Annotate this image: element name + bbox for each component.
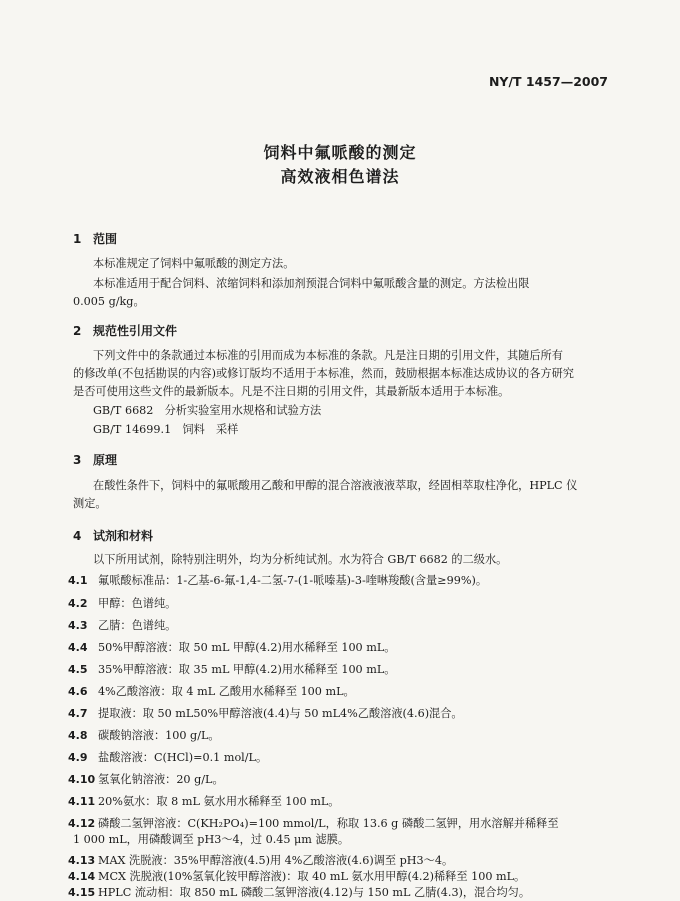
reagent-item <box>68 595 176 611</box>
paragraph: 本标准适用于配合饲料、浓缩饲料和添加剂预混合饲料中氟哌酸含量的测定。方法检出限 <box>93 277 530 290</box>
document-subtitle: 高效液相色谱法 <box>280 167 400 186</box>
item-text: 氢氧化钠溶液：20 g/L。 <box>98 773 224 786</box>
item-text: MCX 洗脱液(10%氢氧化铵甲醇溶液)：取 40 mL 氨水用甲醇(4.2)稀释至 100 mL。 <box>98 870 526 883</box>
reagent-item <box>68 572 487 588</box>
item-continuation: 1 000 mL，用磷酸调至 pH3～4，过 0.45 μm 滤膜。 <box>73 833 350 846</box>
item-number: 4.2 <box>68 597 88 610</box>
reagent-item <box>68 815 559 831</box>
document-title: 饲料中氟哌酸的测定 <box>263 143 417 162</box>
item-number: 4.5 <box>68 663 88 676</box>
reagent-item <box>68 639 395 655</box>
item-text: 35%甲醇溶液：取 35 mL 甲醇(4.2)用水稀释至 100 mL。 <box>98 663 396 676</box>
paragraph: 测定。 <box>73 497 107 510</box>
section-number: 2 <box>73 324 82 338</box>
section-heading-references <box>73 322 177 339</box>
item-text: HPLC 流动相：取 850 mL 磷酸二氢钾溶液(4.12)与 150 mL 乙腈(4.3)，混合均匀。 <box>98 886 531 899</box>
item-number: 4.8 <box>68 729 88 742</box>
item-text: 盐酸溶液：C(HCl)=0.1 mol/L。 <box>98 751 268 764</box>
item-text: 20%氨水：取 8 mL 氨水用水稀释至 100 mL。 <box>98 795 340 808</box>
item-number: 4.15 <box>68 886 96 899</box>
section-heading-principle <box>73 451 117 468</box>
section-title: 试剂和材料 <box>93 529 154 543</box>
section-number: 4 <box>73 529 82 543</box>
item-number: 4.1 <box>68 574 88 587</box>
paragraph: 以下所用试剂，除特别注明外，均为分析纯试剂。水为符合 GB/T 6682 的二级水。 <box>93 553 508 566</box>
item-number: 4.12 <box>68 817 96 830</box>
item-text: 乙腈：色谱纯。 <box>98 619 177 632</box>
section-number: 3 <box>73 453 82 467</box>
item-text: 氟哌酸标准品：1-乙基-6-氟-1,4-二氢-7-(1-哌嗪基)-3-喹啉羧酸(含量≥99%)。 <box>98 574 488 587</box>
item-number: 4.13 <box>68 854 96 867</box>
reagent-item <box>68 852 453 868</box>
paragraph: 下列文件中的条款通过本标准的引用而成为本标准的条款。凡是注日期的引用文件，其随后所有 <box>93 349 563 362</box>
reagent-item <box>68 771 224 787</box>
reference-entry: GB/T 6682 分析实验室用水规格和试验方法 <box>93 404 322 417</box>
item-number: 4.10 <box>68 773 96 786</box>
reagent-item <box>68 793 339 809</box>
item-number: 4.9 <box>68 751 88 764</box>
item-text: 甲醇：色谱纯。 <box>98 597 177 610</box>
reagent-item <box>68 661 395 677</box>
item-text: MAX 洗脱液：35%甲醇溶液(4.5)用 4%乙酸溶液(4.6)调至 pH3～4。 <box>98 854 454 867</box>
reagent-item <box>68 884 530 900</box>
item-text: 提取液：取 50 mL50%甲醇溶液(4.4)与 50 mL4%乙酸溶液(4.6)混合。 <box>98 707 463 720</box>
item-text: 磷酸二氢钾溶液：C(KH₂PO₄)=100 mmol/L，称取 13.6 g 磷酸二氢钾，用水溶解并稀释至 <box>98 817 559 830</box>
paragraph: 是否可使用这些文件的最新版本。凡是不注日期的引用文件，其最新版本适用于本标准。 <box>73 385 510 398</box>
reagent-item <box>68 749 267 765</box>
item-number: 4.14 <box>68 870 96 883</box>
section-heading-scope <box>73 230 117 247</box>
reagent-item <box>68 617 176 633</box>
reagent-item <box>68 705 463 721</box>
item-number: 4.3 <box>68 619 88 632</box>
paragraph: 0.005 g/kg。 <box>73 295 145 308</box>
paragraph: 本标准规定了饲料中氟哌酸的测定方法。 <box>93 257 295 270</box>
section-title: 原理 <box>93 453 118 467</box>
item-number: 4.7 <box>68 707 88 720</box>
reagent-item <box>68 727 220 743</box>
item-number: 4.11 <box>68 795 96 808</box>
item-text: 碳酸钠溶液：100 g/L。 <box>98 729 220 742</box>
item-number: 4.4 <box>68 641 88 654</box>
reference-entry: GB/T 14699.1 饲料 采样 <box>93 423 239 436</box>
section-heading-reagents <box>73 527 153 544</box>
section-title: 规范性引用文件 <box>93 324 178 338</box>
item-number: 4.6 <box>68 685 88 698</box>
item-text: 50%甲醇溶液：取 50 mL 甲醇(4.2)用水稀释至 100 mL。 <box>98 641 396 654</box>
item-text: 4%乙酸溶液：取 4 mL 乙酸用水稀释至 100 mL。 <box>98 685 355 698</box>
paragraph: 在酸性条件下，饲料中的氟哌酸用乙酸和甲醇的混合溶液液液萃取，经固相萃取柱净化，HPLC 仪 <box>93 479 578 492</box>
section-number: 1 <box>73 232 82 246</box>
paragraph: 的修改单(不包括勘误的内容)或修订版均不适用于本标准，然而，鼓励根据本标准达成协议的各方研究 <box>73 367 574 380</box>
reagent-item <box>68 868 525 884</box>
section-title: 范围 <box>93 232 118 246</box>
reagent-item <box>68 683 355 699</box>
standard-number: NY/T 1457—2007 <box>488 74 608 89</box>
